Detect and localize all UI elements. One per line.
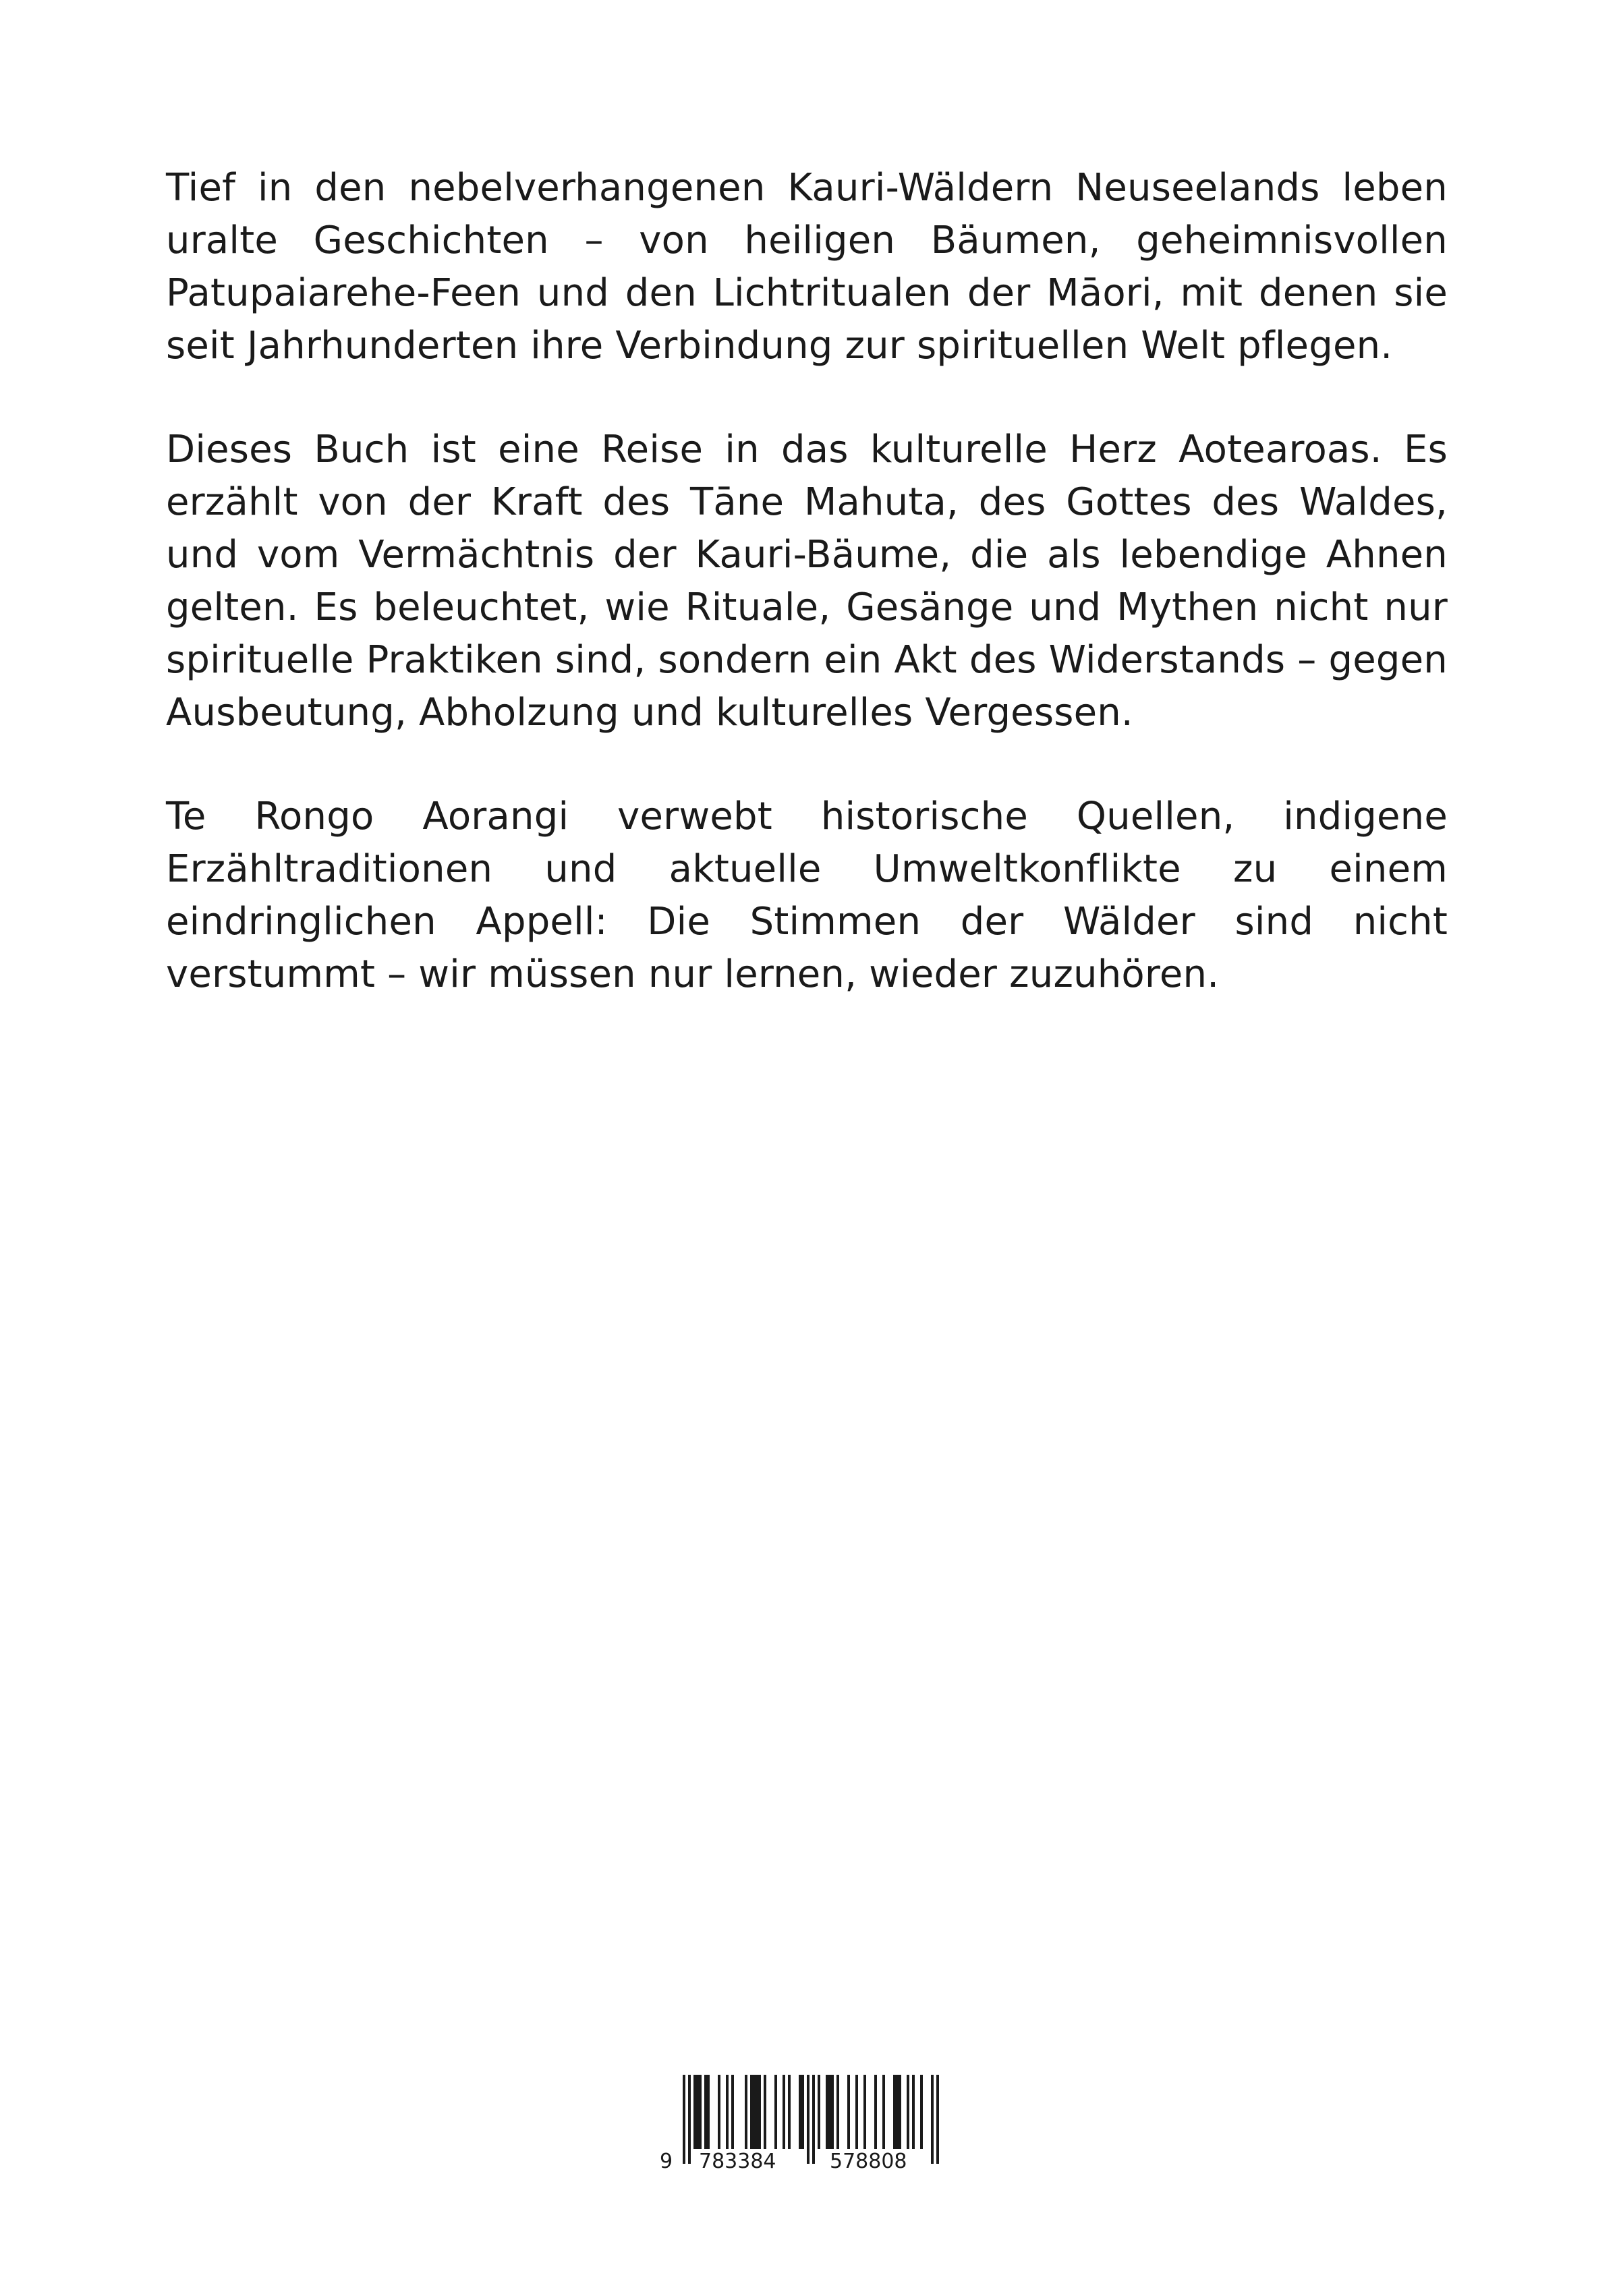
barcode-bar xyxy=(882,2075,885,2149)
barcode-bar xyxy=(758,2075,761,2149)
barcode-bar xyxy=(718,2075,720,2149)
barcode-bar xyxy=(726,2075,729,2149)
isbn-barcode xyxy=(658,2072,955,2173)
barcode-bar xyxy=(826,2075,828,2149)
barcode-bar xyxy=(920,2075,923,2149)
barcode-bar xyxy=(688,2075,691,2164)
back-cover-blurb xyxy=(166,162,1448,1052)
barcode-bar xyxy=(753,2075,756,2149)
barcode-digits-left: 783384 xyxy=(699,2150,776,2173)
barcode-bar xyxy=(750,2075,753,2149)
barcode-bar xyxy=(707,2075,710,2149)
blurb-paragraph-1: Tief in den nebelverhangenen Kauri-Wäldern Neuseelands leben uralte Geschichten – von heiligen Bäumen, geheimnisvollen Patupaiarehe-Feen und den Lichtritualen der Māori, mit denen sie seit Jahrhunderten ihre Verbindung zur spirituellen Welt pflegen. xyxy=(166,166,1448,368)
barcode-bar xyxy=(704,2075,707,2149)
barcode-bar xyxy=(774,2075,777,2149)
barcode-bar xyxy=(699,2075,702,2149)
barcode-digit-first: 9 xyxy=(660,2150,673,2173)
barcode-bar xyxy=(683,2075,685,2164)
barcode-bar xyxy=(836,2075,839,2149)
barcode-bar xyxy=(745,2075,747,2149)
barcode-bar xyxy=(899,2075,901,2149)
barcode-bar xyxy=(801,2075,804,2149)
barcode-graphic xyxy=(658,2072,955,2173)
barcode-bar xyxy=(828,2075,831,2149)
barcode-bar xyxy=(931,2075,934,2164)
blurb-paragraph-3: Te Rongo Aorangi verwebt historische Quellen, indigene Erzähltraditionen und aktuelle Umweltkonflikte zu einem eindringlichen Appell: Die Stimmen der Wälder sind nicht verstummt – wir müssen nur lernen, wieder zuzuhören. xyxy=(166,795,1448,996)
barcode-bar xyxy=(818,2075,820,2149)
barcode-bar xyxy=(874,2075,877,2149)
barcode-bar xyxy=(756,2075,758,2149)
barcode-bar xyxy=(764,2075,766,2149)
barcode-bar xyxy=(812,2075,815,2164)
barcode-bar xyxy=(807,2075,810,2164)
barcode-bar xyxy=(696,2075,699,2149)
barcode-bar xyxy=(896,2075,899,2149)
barcode-bar xyxy=(847,2075,850,2149)
barcode-bar xyxy=(936,2075,939,2164)
barcode-bar xyxy=(693,2075,696,2149)
barcode-bar xyxy=(912,2075,915,2149)
barcode-bar xyxy=(799,2075,801,2149)
barcode-bar xyxy=(783,2075,785,2149)
barcode-bar xyxy=(863,2075,866,2149)
barcode-bar xyxy=(788,2075,791,2149)
barcode-bar xyxy=(907,2075,909,2149)
blurb-paragraph-2: Dieses Buch ist eine Reise in das kulturelle Herz Aotearoas. Es erzählt von der Kraft des Tāne Mahuta, des Gottes des Waldes, und vom Vermächtnis der Kauri-Bäume, die als lebendige Ahnen gelten. Es beleuchtet, wie Rituale, Gesänge und Mythen nicht nur spirituelle Praktiken sind, sondern ein Akt des Widerstands – gegen Ausbeutung, Abholzung und kulturelles Vergessen. xyxy=(166,428,1448,735)
barcode-bar xyxy=(893,2075,896,2149)
barcode-bar xyxy=(731,2075,734,2149)
barcode-bar xyxy=(831,2075,834,2149)
barcode-bar xyxy=(855,2075,858,2149)
barcode-digits-right: 578808 xyxy=(830,2150,907,2173)
